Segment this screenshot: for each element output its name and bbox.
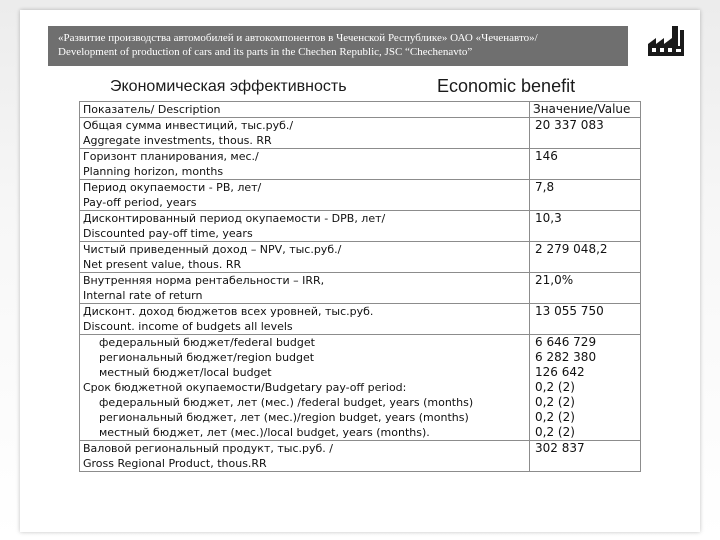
row-desc-en: Aggregate investments, thous. RR	[83, 134, 272, 147]
row-value: 10,3	[535, 211, 562, 225]
row-desc-en: Planning horizon, months	[83, 165, 224, 178]
table-row	[80, 304, 641, 335]
region-budget-label: региональный бюджет/region budget	[99, 351, 315, 364]
row-desc-en: Pay-off period, years	[83, 196, 197, 209]
local-budget-label: местный бюджет/local budget	[99, 366, 272, 379]
table-row	[80, 273, 641, 304]
row-value: 21,0%	[535, 273, 574, 287]
federal-budget-label: федеральный бюджет/federal budget	[99, 336, 315, 349]
row-value: 20 337 083	[535, 118, 604, 132]
row-desc-ru: Чистый приведенный доход – NPV, тыс.руб./	[83, 243, 342, 256]
title-en: Development of production of cars and its parts in the Chechen Republic, JSC “Chechenavto”	[58, 46, 473, 58]
row-desc-en: Net present value, thous. RR	[83, 258, 242, 271]
row-desc-ru: Период окупаемости - PB, лет/	[83, 181, 262, 194]
table-header-row	[80, 102, 641, 118]
title-ru: «Развитие производства автомобилей и автокомпонентов в Чеченской Республике» ОАО «Чеченавто»/	[58, 32, 538, 44]
row-desc-ru: Дисконтированный период окупаемости - DPB, лет/	[83, 212, 386, 225]
region-payoff-value: 0,2 (2)	[535, 395, 575, 409]
row-desc-en: Gross Regional Product, thous.RR	[83, 457, 267, 470]
indicators-table	[79, 101, 641, 472]
row-desc-ru: Горизонт планирования, мес./	[83, 150, 259, 163]
row-value: 13 055 750	[535, 304, 604, 318]
federal-payoff-value: 0,2 (2)	[535, 380, 575, 394]
row-desc-ru: Общая сумма инвестиций, тыс.руб./	[83, 119, 294, 132]
local-payoff-value-2: 0,2 (2)	[535, 425, 575, 439]
table-row	[80, 211, 641, 242]
row-desc-ru: Внутренняя норма рентабельности – IRR,	[83, 274, 325, 287]
local-payoff-value: 0,2 (2)	[535, 410, 575, 424]
table-row	[80, 441, 641, 472]
row-value: 146	[535, 149, 558, 163]
table-row	[80, 149, 641, 180]
header-description: Показатель/ Description	[80, 102, 530, 118]
row-desc-ru: Дисконт. доход бюджетов всех уровней, тыс.руб.	[83, 305, 374, 318]
row-value: 7,8	[535, 180, 555, 194]
row-desc-en: Discounted pay-off time, years	[83, 227, 253, 240]
factory-icon	[646, 24, 686, 58]
row-desc-en: Internal rate of return	[83, 289, 203, 302]
row-desc-ru: Валовой региональный продукт, тыс.руб. /	[83, 442, 333, 455]
row-desc-en: Discount. income of budgets all levels	[83, 320, 293, 333]
budget-block-row	[80, 335, 641, 441]
table-row	[80, 180, 641, 211]
row-value: 302 837	[535, 441, 585, 455]
heading-ru: Экономическая эффективность	[110, 78, 347, 95]
budgetary-payoff-label: Срок бюджетной окупаемости/Budgetary pay-off period:	[83, 381, 407, 394]
heading-en: Economic benefit	[437, 76, 576, 96]
local-budget-value: 126 642	[535, 365, 585, 379]
header-value: Значение/Value	[530, 102, 641, 118]
region-payoff-label: региональный бюджет, лет (мес.)/region budget, years (months)	[99, 411, 469, 424]
table-row	[80, 242, 641, 273]
region-budget-value: 6 282 380	[535, 350, 597, 364]
row-value: 2 279 048,2	[535, 242, 608, 256]
title-banner	[48, 26, 628, 66]
table-row	[80, 118, 641, 149]
local-payoff-label: местный бюджет, лет (мес.)/local budget, years (months).	[99, 426, 430, 439]
federal-budget-value: 6 646 729	[535, 335, 597, 349]
federal-payoff-label: федеральный бюджет, лет (мес.) /federal budget, years (months)	[99, 396, 474, 409]
